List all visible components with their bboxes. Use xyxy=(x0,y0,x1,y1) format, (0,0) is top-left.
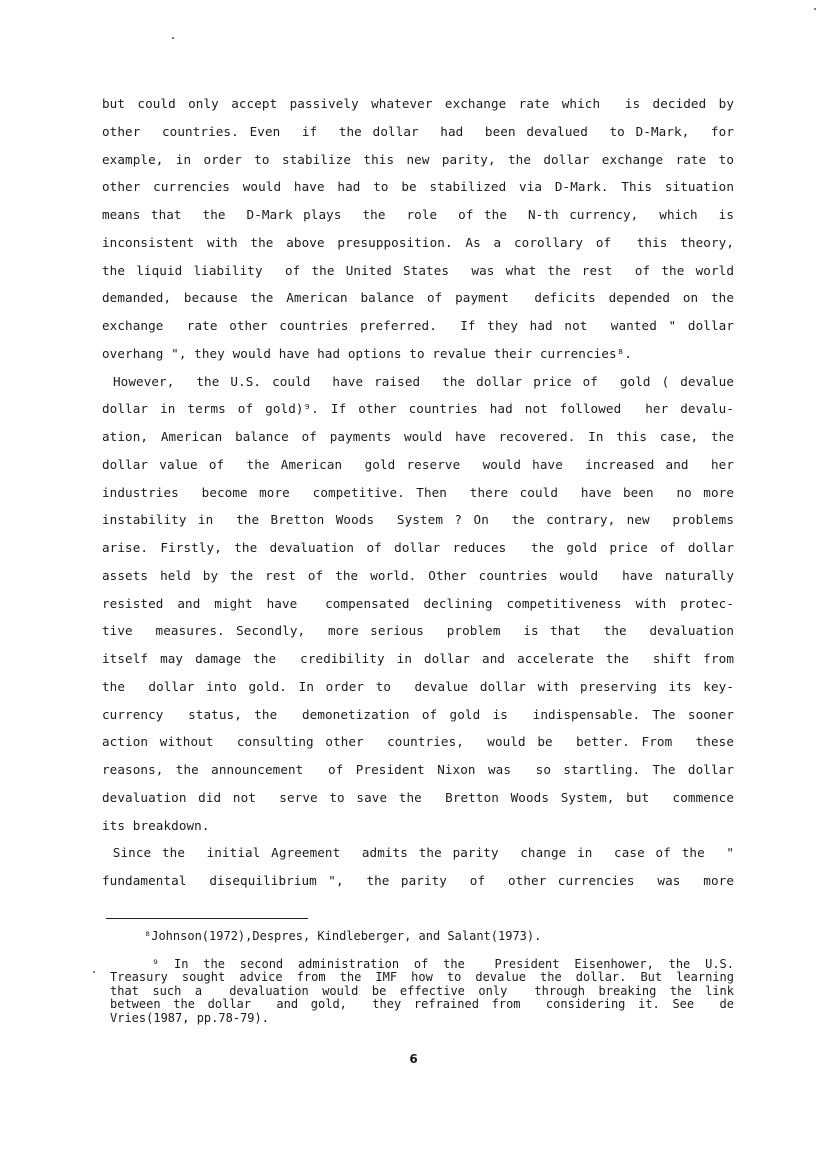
body-line: dollar in terms of gold)⁹. If other countries had not followed her devalu- xyxy=(102,401,734,417)
body-line: tive measures. Secondly, more serious problem is that the devaluation xyxy=(102,623,734,639)
body-line: arise. Firstly, the devaluation of dollar reduces the gold price of dollar xyxy=(102,540,734,555)
scan-speck xyxy=(172,37,174,39)
body-line: action without consulting other countries, would be better. From these xyxy=(102,734,734,750)
body-line: but could only accept passively whatever exchange rate which is decided by xyxy=(102,96,734,111)
body-text xyxy=(102,90,734,895)
body-line: fundamental disequilibrium ", the parity of other currencies was more xyxy=(102,873,734,888)
body-line: exchange rate other countries preferred. If they had not wanted " dollar xyxy=(102,318,734,333)
body-line: other countries. Even if the dollar had been devalued to D-Mark, for xyxy=(102,123,734,139)
body-line: industries become more competitive. Then there could have been no more xyxy=(102,484,734,500)
body-line: example, in order to stabilize this new parity, the dollar exchange rate to xyxy=(102,151,734,167)
footnote-line: that such a devaluation would be effective only through breaking the link xyxy=(110,983,734,998)
body-line: itself may damage the credibility in dollar and accelerate the shift from xyxy=(102,651,734,666)
body-line: inconsistent with the above presupposition. As a corollary of this theory, xyxy=(102,234,734,250)
body-line: devaluation did not serve to save the Bretton Woods System, but commence xyxy=(102,789,734,805)
body-line: currency status, the demonetization of gold is indispensable. The sooner xyxy=(102,706,734,722)
body-line: overhang ", they would have had options to revalue their currencies⁸. xyxy=(102,345,633,361)
body-line: However, the U.S. could have raised the dollar price of gold ( devalue xyxy=(102,373,734,389)
footnote-9 xyxy=(110,958,734,1026)
body-line: reasons, the announcement of President Nixon was so startling. The dollar xyxy=(102,762,734,777)
body-line: the liquid liability of the United States was what the rest of the world xyxy=(102,262,734,278)
footnote-line: Treasury sought advice from the IMF how to devalue the dollar. But learning xyxy=(110,970,734,985)
body-line: ation, American balance of payments would have recovered. In this case, the xyxy=(102,429,734,444)
body-line: its breakdown. xyxy=(102,817,210,833)
scan-speck xyxy=(93,971,95,973)
footnote-line: Vries(1987, pp.78-79). xyxy=(110,1010,269,1025)
body-line: resisted and might have compensated declining competitiveness with protec- xyxy=(102,595,734,611)
footnote-8: ⁸Johnson(1972),Despres, Kindleberger, and Salant(1973). xyxy=(144,929,542,943)
body-line: other currencies would have had to be stabilized via D-Mark. This situation xyxy=(102,179,734,195)
body-line: means that the D-Mark plays the role of the N-th currency, which is xyxy=(102,207,734,222)
body-line: demanded, because the American balance of payment deficits depended on the xyxy=(102,290,734,306)
body-line: the dollar into gold. In order to devalue dollar with preserving its key- xyxy=(102,678,734,694)
body-line: Since the initial Agreement admits the parity change in case of the " xyxy=(102,845,734,861)
footnote-divider xyxy=(106,918,308,919)
footnote-line: ⁹ In the second administration of the President Eisenhower, the U.S. xyxy=(152,956,734,971)
body-line: assets held by the rest of the world. Other countries would have naturally xyxy=(102,567,734,583)
body-line: dollar value of the American gold reserve would have increased and her xyxy=(102,456,734,472)
footnotes xyxy=(110,930,734,1026)
page-number: 6 xyxy=(409,1052,418,1066)
scan-speck xyxy=(814,8,816,10)
body-line: instability in the Bretton Woods System ? On the contrary, new problems xyxy=(102,512,734,528)
footnote-line: between the dollar and gold, they refrained from considering it. See de xyxy=(110,997,734,1012)
